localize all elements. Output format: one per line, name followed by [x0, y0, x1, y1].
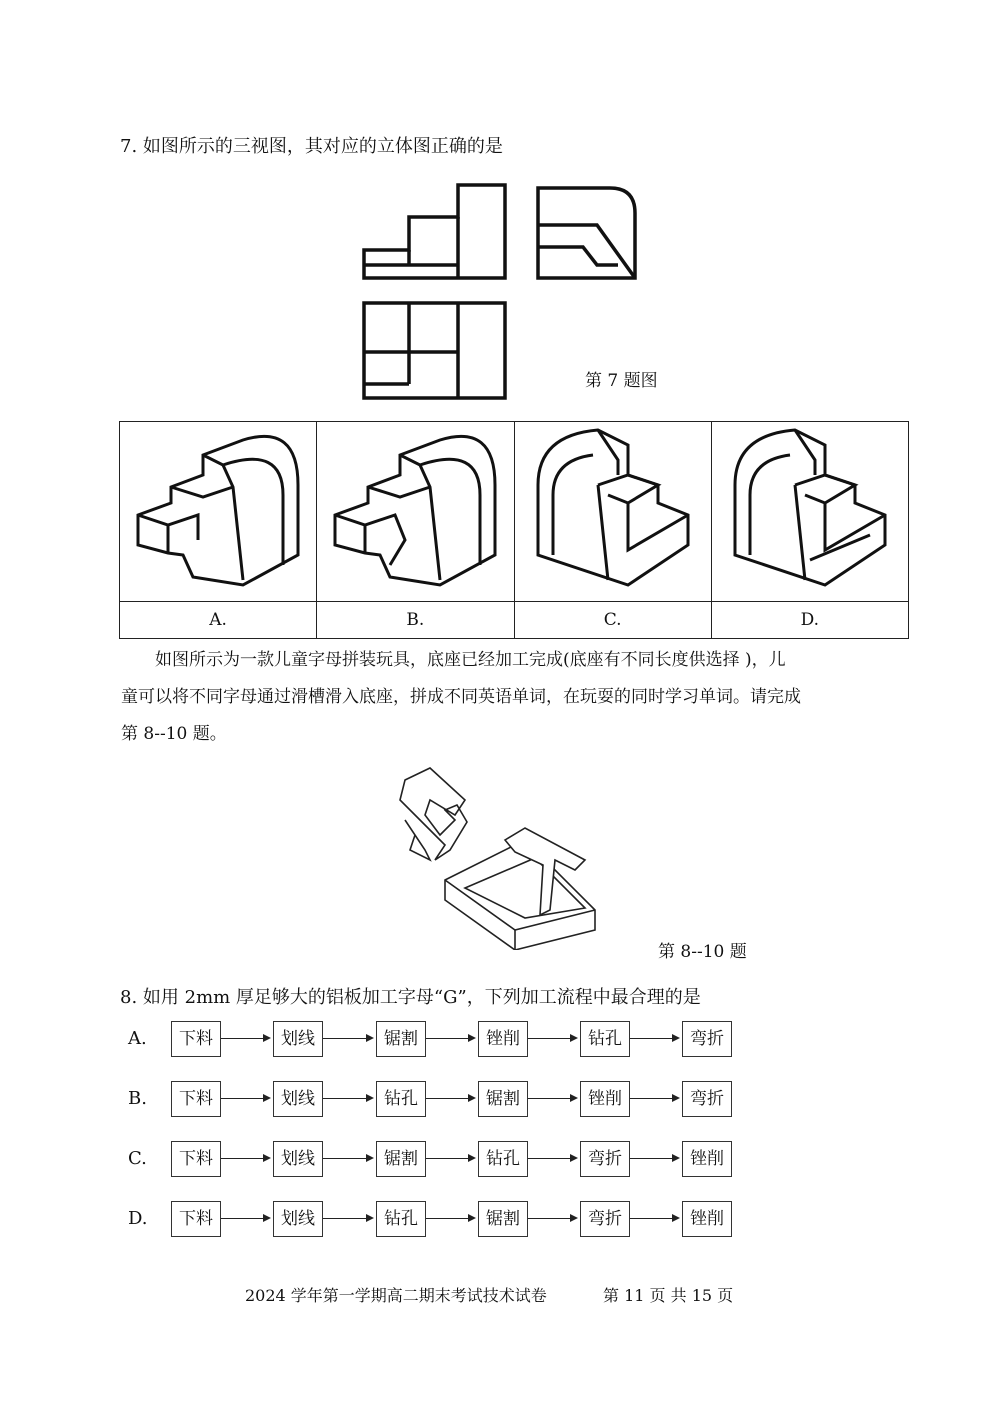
process-step: 下料 [171, 1141, 221, 1177]
flow-arrow-icon [630, 1038, 678, 1039]
q8-option-d[interactable] [0, 1200, 992, 1240]
option-c-isometric [518, 425, 708, 595]
q8-option-a[interactable] [0, 1020, 992, 1060]
figure-7-caption: 第 7 题图 [585, 371, 658, 391]
letter-g [400, 768, 467, 860]
process-step: 弯折 [682, 1021, 732, 1057]
flow-arrow-icon [323, 1098, 372, 1099]
option-b-label[interactable]: B. [317, 602, 514, 639]
q8-option-b[interactable] [0, 1080, 992, 1120]
toy-letter-figure [385, 760, 615, 950]
option-d-label[interactable]: D. [711, 602, 908, 639]
flow-arrow-icon [528, 1218, 576, 1219]
intro-paragraph [121, 642, 881, 753]
option-a-isometric [123, 425, 313, 595]
process-step: 锯割 [478, 1081, 528, 1117]
process-step: 弯折 [580, 1201, 630, 1237]
side-view [538, 188, 635, 278]
process-step: 钻孔 [376, 1201, 426, 1237]
flow-arrow-icon [323, 1218, 372, 1219]
front-view [364, 185, 505, 278]
q8-option-letter: A. [128, 1028, 147, 1049]
process-step: 下料 [171, 1081, 221, 1117]
flow-arrow-icon [528, 1038, 576, 1039]
flow-arrow-icon [221, 1038, 269, 1039]
option-a-figure[interactable] [120, 422, 317, 602]
process-step: 钻孔 [478, 1141, 528, 1177]
process-step: 下料 [171, 1021, 221, 1057]
flow-arrow-icon [221, 1158, 269, 1159]
process-step: 锉削 [478, 1021, 528, 1057]
q8-option-letter: C. [128, 1148, 147, 1169]
process-step: 划线 [273, 1141, 323, 1177]
option-d-figure[interactable] [711, 422, 908, 602]
process-step: 钻孔 [376, 1081, 426, 1117]
process-step: 钻孔 [580, 1021, 630, 1057]
process-step: 划线 [273, 1021, 323, 1057]
intro-line-2: 童可以将不同字母通过滑槽滑入底座，拼成不同英语单词，在玩耍的同时学习单词。请完成 [121, 687, 801, 707]
question-7-title: 7. 如图所示的三视图，其对应的立体图正确的是 [120, 136, 503, 157]
flow-arrow-icon [528, 1158, 576, 1159]
flow-arrow-icon [630, 1218, 678, 1219]
intro-line-1: 如图所示为一款儿童字母拼装玩具，底座已经加工完成(底座有不同长度供选择 )，儿 [155, 650, 786, 670]
option-c-figure[interactable] [514, 422, 711, 602]
option-c-label[interactable]: C. [514, 602, 711, 639]
process-step: 锯割 [478, 1201, 528, 1237]
process-step: 下料 [171, 1201, 221, 1237]
flow-arrow-icon [221, 1218, 269, 1219]
process-step: 锉削 [580, 1081, 630, 1117]
flow-arrow-icon [426, 1098, 474, 1099]
footer-page-number: 第 11 页 共 15 页 [603, 1286, 734, 1305]
question-8-title: 8. 如用 2mm 厚足够大的铝板加工字母“G”，下列加工流程中最合理的是 [120, 987, 701, 1008]
process-step: 划线 [273, 1081, 323, 1117]
intro-line-3: 第 8--10 题。 [121, 724, 227, 744]
process-step: 锉削 [682, 1201, 732, 1237]
option-b-figure[interactable] [317, 422, 514, 602]
option-a-label[interactable]: A. [120, 602, 317, 639]
flow-arrow-icon [426, 1218, 474, 1219]
footer-exam-title: 2024 学年第一学期高二期末考试技术试卷 [245, 1286, 547, 1305]
q8-option-letter: B. [128, 1088, 147, 1109]
figure-8-10-caption: 第 8--10 题 [658, 942, 747, 962]
flow-arrow-icon [221, 1098, 269, 1099]
process-step: 弯折 [682, 1081, 732, 1117]
process-step: 划线 [273, 1201, 323, 1237]
flow-arrow-icon [323, 1038, 372, 1039]
process-step: 锉削 [682, 1141, 732, 1177]
option-d-isometric [715, 425, 905, 595]
flow-arrow-icon [323, 1158, 372, 1159]
flow-arrow-icon [426, 1038, 474, 1039]
flow-arrow-icon [630, 1098, 678, 1099]
q7-options-table [119, 421, 909, 639]
process-step: 锯割 [376, 1021, 426, 1057]
q8-option-c[interactable] [0, 1140, 992, 1180]
flow-arrow-icon [630, 1158, 678, 1159]
process-step: 弯折 [580, 1141, 630, 1177]
q8-option-letter: D. [128, 1208, 148, 1229]
top-view [364, 303, 505, 398]
flow-arrow-icon [528, 1098, 576, 1099]
flow-arrow-icon [426, 1158, 474, 1159]
q8-options [0, 1020, 992, 1260]
option-b-isometric [320, 425, 510, 595]
process-step: 锯割 [376, 1141, 426, 1177]
